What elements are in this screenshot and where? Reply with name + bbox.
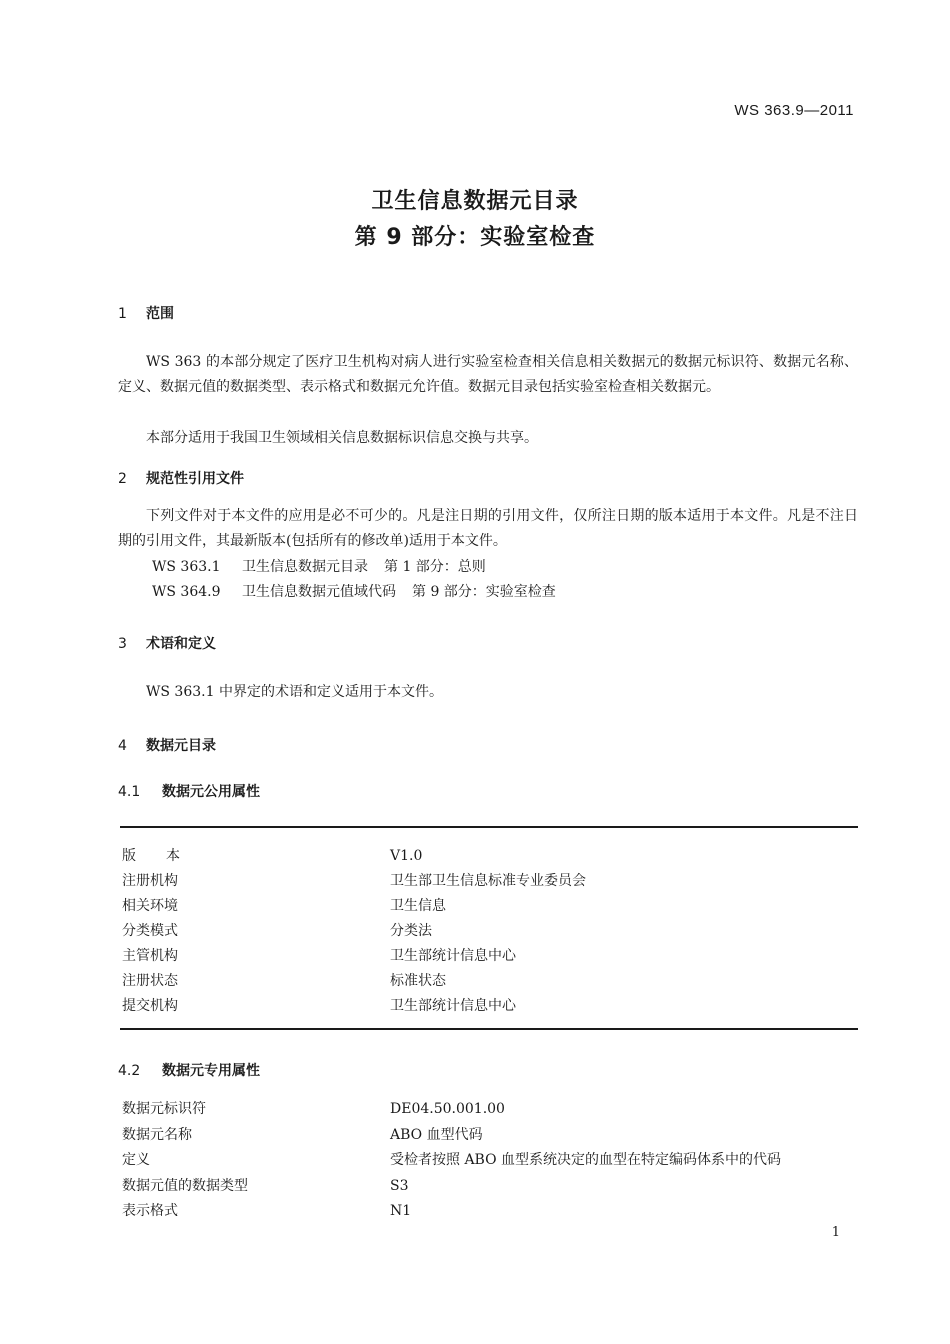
section-4-1-heading <box>118 781 260 801</box>
attribute-value: N1 <box>390 1203 412 1219</box>
section-1-heading <box>118 303 174 323</box>
attribute-key: 数据元名称 <box>122 1127 192 1143</box>
attribute-row <box>122 945 516 965</box>
attribute-value: 受检者按照 ABO 血型系统决定的血型在特定编码体系中的代码 <box>390 1152 782 1168</box>
attribute-key: 注册状态 <box>122 973 178 989</box>
reference-part: 第 9 部分：实验室检查 <box>412 584 556 600</box>
attribute-key: 提交机构 <box>122 998 178 1014</box>
section-4-1-number: 4.1 <box>118 784 141 800</box>
title-line-2: 第 9 部分：实验室检查 <box>354 225 596 250</box>
attribute-value: V1.0 <box>390 848 423 864</box>
section-4-2-number: 4.2 <box>118 1063 141 1079</box>
attribute-row <box>122 920 432 940</box>
attribute-key: 分类模式 <box>122 923 178 939</box>
title-line-1: 卫生信息数据元目录 <box>371 189 579 214</box>
section-3-heading <box>118 633 216 653</box>
attribute-row <box>122 845 422 865</box>
reference-title: 卫生信息数据元值域代码 <box>242 584 396 600</box>
attribute-row <box>122 1175 409 1195</box>
attribute-value: 分类法 <box>390 923 432 939</box>
attribute-value: ABO 血型代码 <box>390 1127 483 1143</box>
section-4-2-heading <box>118 1060 260 1080</box>
attribute-key: 版本 <box>122 848 210 864</box>
reference-code: WS 364.9 <box>152 584 221 600</box>
section-4-title: 数据元目录 <box>146 738 216 754</box>
section-1-number: 1 <box>118 306 127 322</box>
section-2-heading <box>118 468 244 488</box>
reference-title: 卫生信息数据元目录 <box>242 559 368 575</box>
section-3-paragraph-1: WS 363.1 中界定的术语和定义适用于本文件。 <box>146 684 443 700</box>
section-4-heading <box>118 735 216 755</box>
attribute-value: DE04.50.001.00 <box>390 1101 505 1117</box>
attribute-key: 定义 <box>122 1152 150 1168</box>
attribute-value: 卫生部卫生信息标准专业委员会 <box>390 873 586 889</box>
section-3-number: 3 <box>118 636 127 652</box>
section-1-title: 范围 <box>146 306 174 322</box>
reference-code: WS 363.1 <box>152 559 221 575</box>
attribute-key: 相关环境 <box>122 898 178 914</box>
standard-number: WS 363.9—2011 <box>734 102 854 119</box>
attribute-row <box>122 1098 505 1118</box>
attribute-value: 卫生部统计信息中心 <box>390 948 516 964</box>
attribute-key: 注册机构 <box>122 873 178 889</box>
attribute-value: 标准状态 <box>390 973 446 989</box>
page-number: 1 <box>831 1225 840 1240</box>
attribute-key: 数据元值的数据类型 <box>122 1178 248 1194</box>
attribute-row <box>122 895 446 915</box>
section-1-paragraph-1: WS 363 的本部分规定了医疗卫生机构对病人进行实验室检查相关信息相关数据元的数据元标识符、数据元名称、定义、数据元值的数据类型、表示格式和数据元允许值。数据元目录包括实验室检查相关数据元。 <box>118 354 858 395</box>
attribute-row <box>122 1200 411 1220</box>
section-2-number: 2 <box>118 471 127 487</box>
attribute-value: 卫生部统计信息中心 <box>390 998 516 1014</box>
reference-item <box>152 556 486 576</box>
section-4-1-title: 数据元公用属性 <box>162 784 260 800</box>
attribute-key: 主管机构 <box>122 948 178 964</box>
reference-part: 第 1 部分：总则 <box>384 559 486 575</box>
attribute-row <box>122 1124 483 1144</box>
attribute-row <box>122 870 586 890</box>
attribute-key: 数据元标识符 <box>122 1101 206 1117</box>
attribute-value: S3 <box>390 1178 409 1194</box>
attribute-row <box>122 1149 781 1169</box>
table-top-rule <box>120 826 858 828</box>
attribute-row <box>122 970 446 990</box>
table-bottom-rule <box>120 1028 858 1030</box>
section-2-title: 规范性引用文件 <box>146 471 244 487</box>
section-2-paragraph-1: 下列文件对于本文件的应用是必不可少的。凡是注日期的引用文件，仅所注日期的版本适用于本文件。凡是不注日期的引用文件，其最新版本(包括所有的修改单)适用于本文件。 <box>118 508 858 549</box>
attribute-key: 表示格式 <box>122 1203 178 1219</box>
section-4-number: 4 <box>118 738 127 754</box>
attribute-value: 卫生信息 <box>390 898 446 914</box>
reference-item <box>152 581 556 601</box>
section-4-2-title: 数据元专用属性 <box>162 1063 260 1079</box>
section-1-paragraph-2: 本部分适用于我国卫生领域相关信息数据标识信息交换与共享。 <box>146 430 538 446</box>
section-3-title: 术语和定义 <box>146 636 216 652</box>
attribute-row <box>122 995 516 1015</box>
